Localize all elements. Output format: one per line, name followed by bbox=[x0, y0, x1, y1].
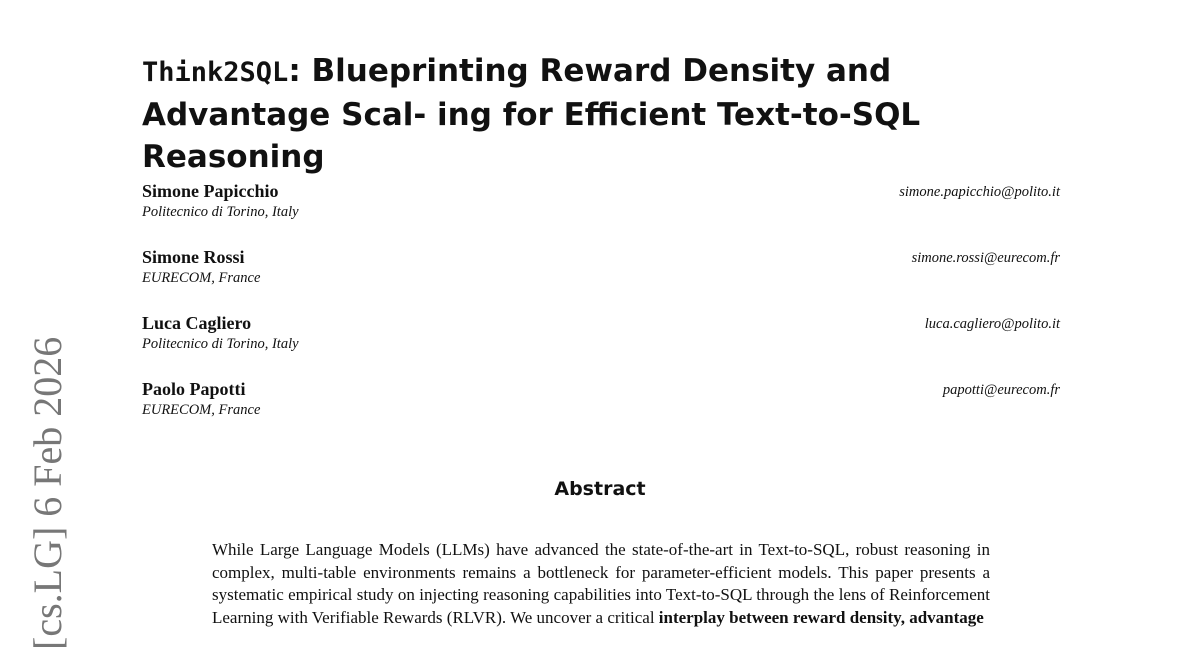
author-email: simone.papicchio@polito.it bbox=[899, 184, 1060, 200]
author-affiliation: EURECOM, France bbox=[142, 402, 261, 418]
arxiv-identifier-text: [cs.LG] 6 Feb 2026 bbox=[25, 336, 70, 650]
paper-title bbox=[142, 50, 1072, 178]
author-block bbox=[142, 313, 1060, 357]
author-name: Simone Papicchio bbox=[142, 181, 279, 201]
author-email: simone.rossi@eurecom.fr bbox=[911, 250, 1060, 266]
title-prefix: Think2SQL bbox=[142, 57, 289, 88]
author-affiliation: Politecnico di Torino, Italy bbox=[142, 204, 299, 220]
abstract-heading: Abstract bbox=[554, 478, 646, 500]
author-block bbox=[142, 379, 1060, 423]
author-block bbox=[142, 181, 1060, 225]
author-name: Luca Cagliero bbox=[142, 313, 252, 333]
author-name: Simone Rossi bbox=[142, 247, 245, 267]
author-email: papotti@eurecom.fr bbox=[942, 382, 1060, 398]
title-rest: : Blueprinting Reward Density and Advantage Scal- ing for Efficient Text-to-SQL Reasoning bbox=[142, 53, 921, 175]
abstract-emphasis: interplay between reward density, advantage bbox=[658, 607, 984, 627]
author-email: luca.cagliero@polito.it bbox=[924, 316, 1060, 332]
abstract-text: While Large Language Models (LLMs) have advanced the state-of-the-art in Text-to-SQL, robust reasoning in complex, multi-table environments remains a bottleneck for parameter-efficient models. This paper presents a systematic empirical study on injecting reasoning capabilities into Text-to-SQL through the lens of Reinforcement Learning with Verifiable Rewards (RLVR). We uncover a critical bbox=[212, 540, 990, 627]
abstract-body bbox=[212, 539, 990, 629]
author-name: Paolo Papotti bbox=[142, 379, 246, 399]
author-block bbox=[142, 247, 1060, 291]
author-affiliation: EURECOM, France bbox=[142, 270, 261, 286]
author-affiliation: Politecnico di Torino, Italy bbox=[142, 336, 299, 352]
